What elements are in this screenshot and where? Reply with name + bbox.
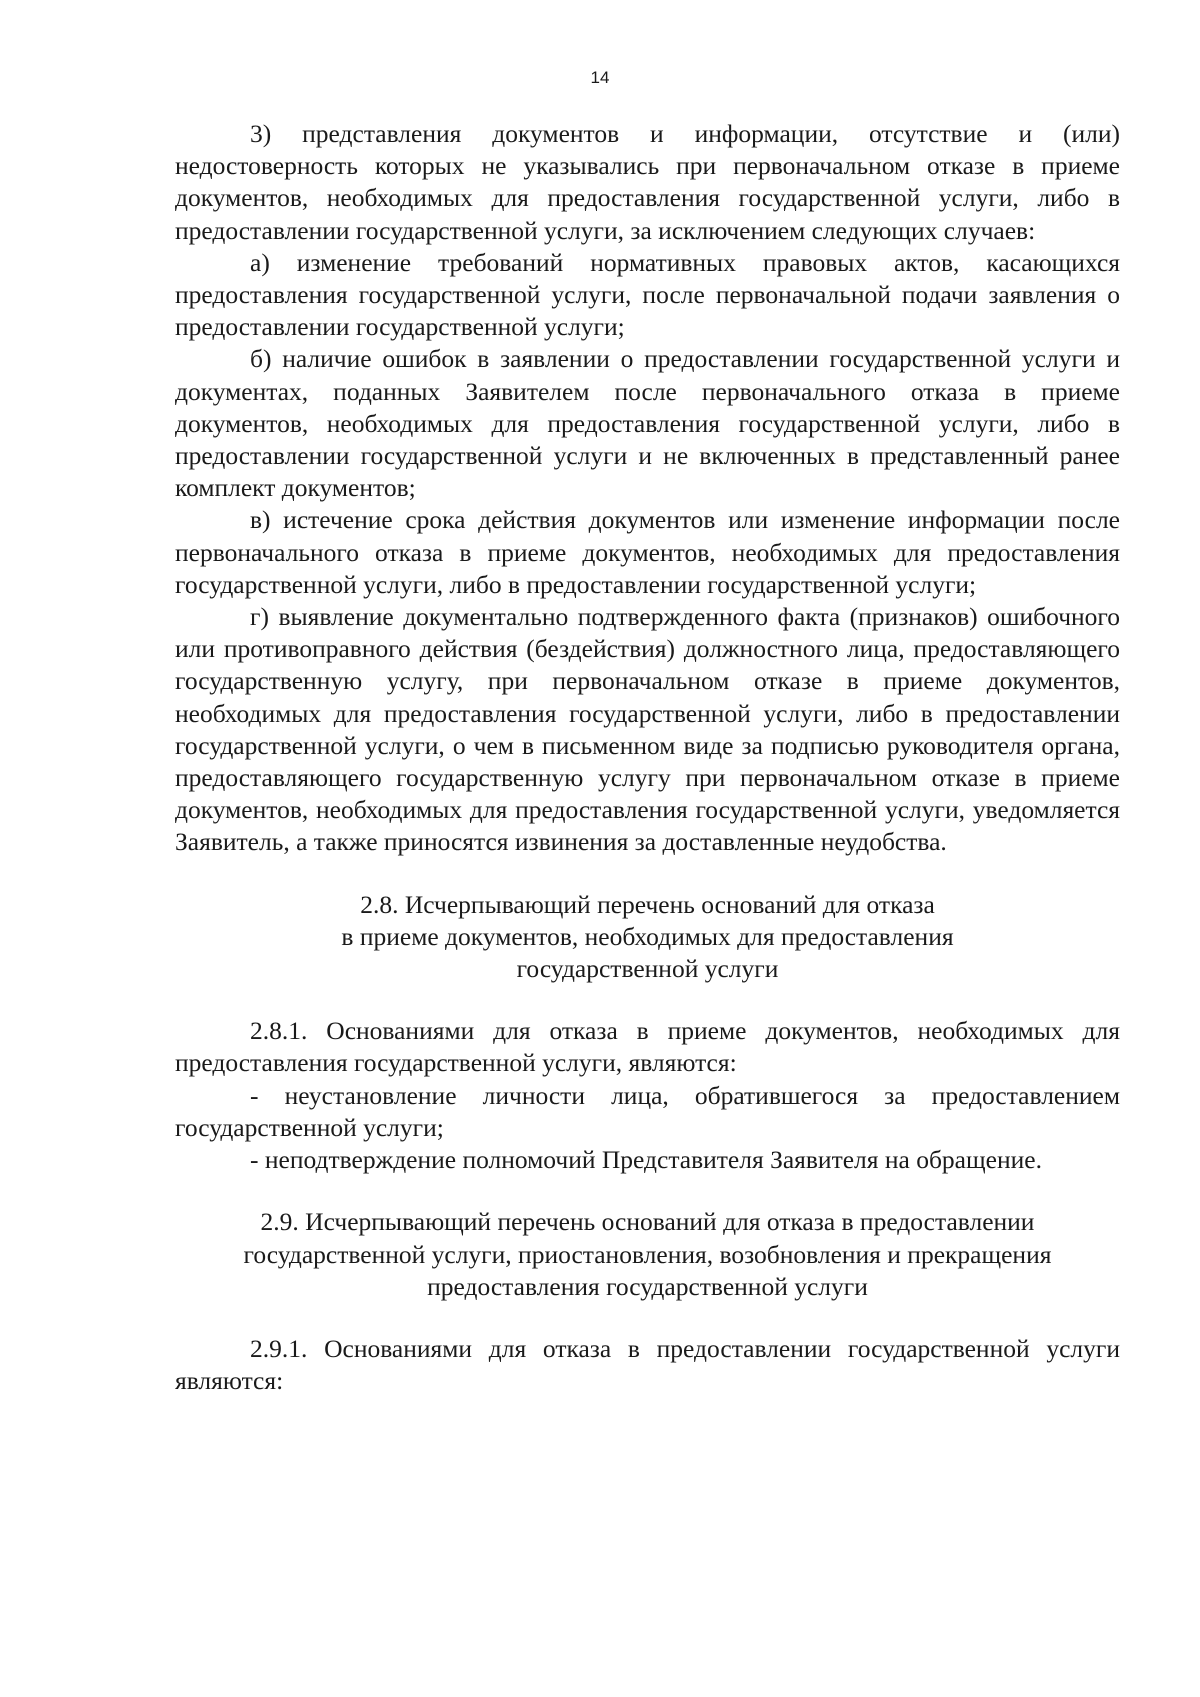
section-2-8-heading (175, 889, 1120, 986)
paragraph-item-3: 3) представления документов и информации, отсутствие и (или) недостоверность которых не указывались при первоначальном отказе в приеме документов, необходимых для предоставления государственной услуги, либо в предоставлении государственной услуги, за исключением следующих случаев: (175, 119, 1120, 245)
paragraph-item-g: г) выявление документально подтвержденного факта (признаков) ошибочного или противоправного действия (бездействия) должностного лица, предоставляющего государственную услугу, при первоначальном отказе в приеме документов, необходимых для предоставления государственной услуги, либо в предоставлении государственной услуги, о чем в письменном виде за подписью руководителя органа, предоставляющего государственную услугу при первоначальном отказе в приеме документов, необходимых для предоставления государственной услуги, уведомляется Заявитель, а также приносятся извинения за доставленные неудобства. (175, 602, 1120, 857)
page-number: 14 (590, 68, 610, 87)
spacer (175, 1176, 1120, 1206)
spacer (175, 859, 1120, 889)
heading-line: в приеме документов, необходимых для предоставления (341, 921, 954, 951)
bullet-item: - неустановление личности лица, обратившегося за предоставлением государственной услуги; (175, 1080, 1120, 1142)
heading-line: государственной услуги, приостановления, возобновления и прекращения (243, 1239, 1052, 1269)
spacer (175, 1303, 1120, 1333)
heading-line: 2.9. Исчерпывающий перечень оснований для отказа в предоставлении (260, 1207, 1035, 1237)
paragraph-item-b: б) наличие ошибок в заявлении о предоставлении государственной услуги и документах, поданных Заявителем после первоначального отказа в приеме документов, необходимых для предоставления государственной услуги, либо в предоставлении государственной услуги и не включенных в представленный ранее комплект документов; (175, 344, 1120, 503)
paragraph-2-9-1: 2.9.1. Основаниями для отказа в предоставлении государственной услуги являются: (175, 1333, 1120, 1396)
spacer (175, 985, 1120, 1015)
paragraph-item-v: в) истечение срока действия документов или изменение информации после первоначального отказа в приеме документов, необходимых для предоставления государственной услуги, либо в предоставлении государственной услуги; (175, 505, 1120, 599)
heading-line: 2.8. Исчерпывающий перечень оснований для отказа (360, 889, 935, 919)
paragraph-2-8-1: 2.8.1. Основаниями для отказа в приеме документов, необходимых для предоставления государственной услуги, являются: (175, 1016, 1120, 1078)
bullet-item: - неподтверждение полномочий Представителя Заявителя на обращение. (250, 1145, 1042, 1175)
page-content (175, 118, 1120, 1397)
heading-line: предоставления государственной услуги (427, 1271, 868, 1301)
section-2-9-heading (175, 1206, 1120, 1303)
paragraph-item-a: а) изменение требований нормативных правовых актов, касающихся предоставления государственной услуги, после первоначальной подачи заявления о предоставлении государственной услуги; (175, 247, 1120, 342)
heading-line: государственной услуги (516, 954, 779, 984)
